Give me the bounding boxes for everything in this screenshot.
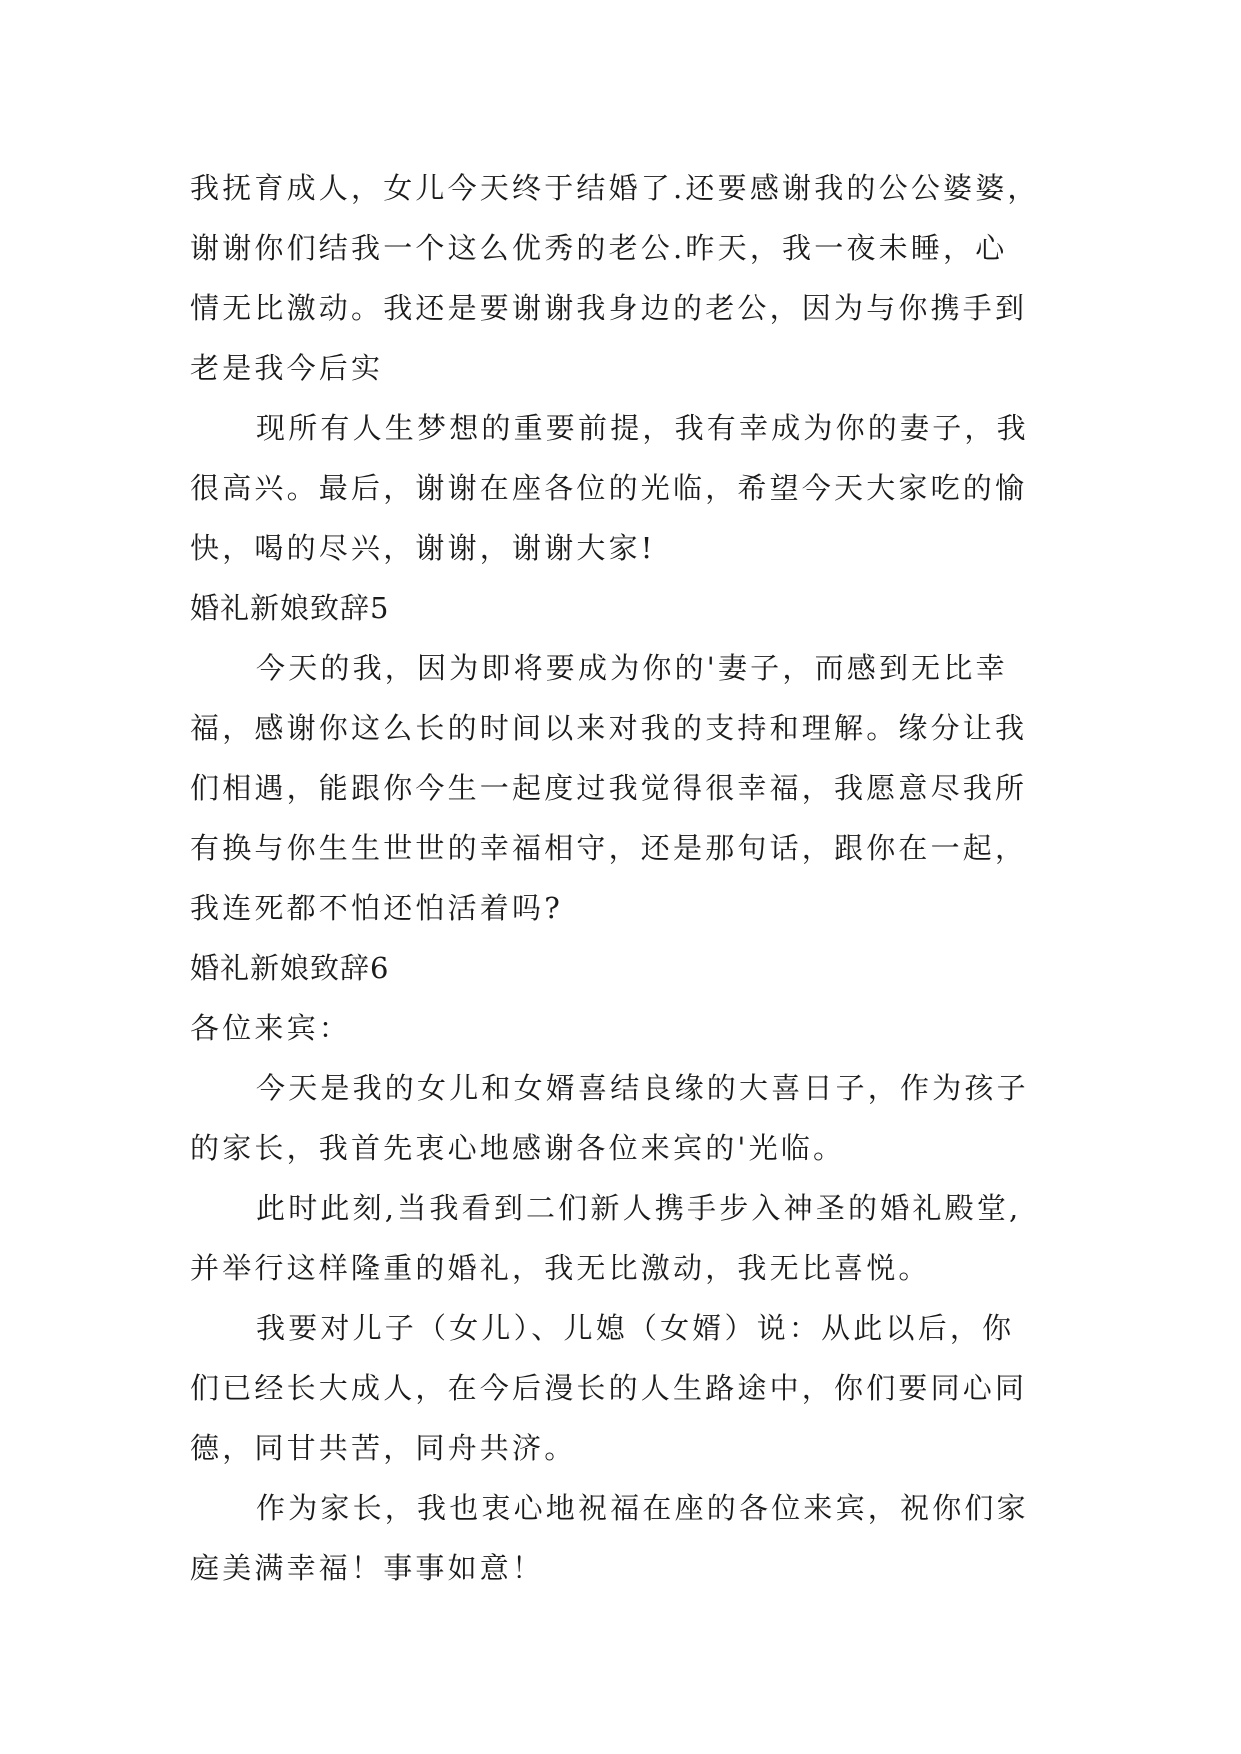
text-line: 谢谢你们结我一个这么优秀的老公.昨天，我一夜未睡，心 <box>190 231 1008 265</box>
text-line: 们相遇，能跟你今生一起度过我觉得很幸福，我愿意尽我所 <box>190 771 1028 805</box>
text-line: 福，感谢你这么长的时间以来对我的支持和理解。缘分让我 <box>190 711 1028 745</box>
paragraph-first-line: 作为家长，我也衷心地祝福在座的各位来宾，祝你们家 <box>256 1491 1029 1525</box>
text-line: 庭美满幸福！事事如意！ <box>190 1551 545 1585</box>
paragraph-first-line: 今天的我，因为即将要成为你的'妻子，而感到无比幸 <box>256 651 1008 685</box>
paragraph-first-line: 现所有人生梦想的重要前提，我有幸成为你的妻子，我 <box>256 411 1029 445</box>
text-line: 我连死都不怕还怕活着吗? <box>190 891 563 925</box>
text-line: 很高兴。最后，谢谢在座各位的光临，希望今天大家吃的愉 <box>190 471 1028 505</box>
salutation: 各位来宾： <box>190 1011 352 1045</box>
paragraph-first-line: 我要对儿子（女儿）、儿媳（女婿）说：从此以后，你 <box>256 1311 1015 1345</box>
paragraph-first-line: 今天是我的女儿和女婿喜结良缘的大喜日子，作为孩子 <box>256 1071 1029 1105</box>
text-line: 们已经长大成人，在今后漫长的人生路途中，你们要同心同 <box>190 1371 1028 1405</box>
text-line: 快，喝的尽兴，谢谢，谢谢大家! <box>190 531 656 565</box>
text-line: 的家长，我首先衷心地感谢各位来宾的'光临。 <box>190 1131 846 1165</box>
text-line: 我抚育成人，女儿今天终于结婚了.还要感谢我的公公婆婆， <box>190 171 1040 205</box>
section-heading: 婚礼新娘致辞5 <box>190 591 390 625</box>
paragraph-first-line: 此时此刻,当我看到二们新人携手步入神圣的婚礼殿堂, <box>256 1191 1022 1225</box>
document-body <box>190 158 1070 1598</box>
text-line: 情无比激动。我还是要谢谢我身边的老公，因为与你携手到 <box>190 291 1028 325</box>
section-heading: 婚礼新娘致辞6 <box>190 951 390 985</box>
text-line: 老是我今后实 <box>190 351 384 385</box>
text-line: 有换与你生生世世的幸福相守，还是那句话，跟你在一起， <box>190 831 1028 865</box>
text-line: 德，同甘共苦，同舟共济。 <box>190 1431 577 1465</box>
text-line: 并举行这样隆重的婚礼，我无比激动，我无比喜悦。 <box>190 1251 931 1285</box>
